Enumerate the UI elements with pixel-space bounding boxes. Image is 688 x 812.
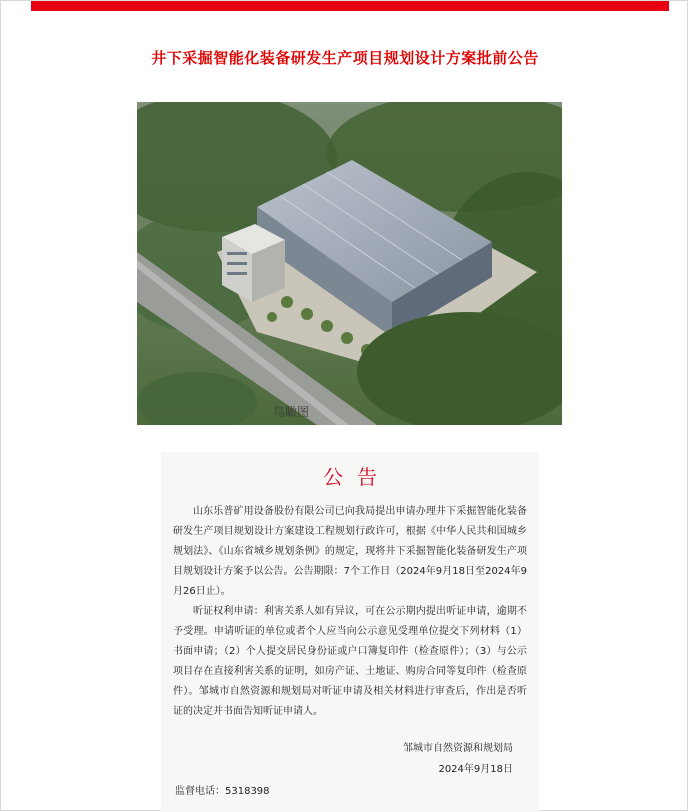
top-red-bar <box>31 1 669 11</box>
notice-paragraph-2: 听证权利申请：利害关系人如有异议，可在公示期内提出听证申请，逾期不予受理。申请听证的单位或者个人应当向公示意见受理单位提交下列材料（1）书面申请；（2）个人提交居民身份证或户口簿复印件（检查原件）；（3）与公示项目存在直接利害关系的证明，如房产证、土地证、购房合同等复印件（检查原件）。邹城市自然资源和规划局对听证申请及相关材料进行审查后，作出是否听证的决定并书面告知听证申请人。 <box>173 606 527 717</box>
notice-heading: 公告 <box>323 465 391 489</box>
notice-body <box>173 502 527 722</box>
notice-date: 2024年9月18日 <box>438 764 513 775</box>
rendering-caption: 鸟瞰图 <box>273 405 310 419</box>
notice-issuer: 邹城市自然资源和规划局 <box>403 743 513 754</box>
aerial-rendering-image <box>137 102 562 425</box>
supervision-hotline: 监督电话：5318398 <box>175 786 270 797</box>
notice-panel <box>161 452 539 812</box>
page-title: 井下采掘智能化装备研发生产项目规划设计方案批前公告 <box>151 49 539 67</box>
notice-paragraph-1: 山东乐普矿用设备股份有限公司已向我局提出申请办理井下采掘智能化装备研发生产项目规划设计方案建设工程规划行政许可，根据《中华人民共和国城乡规划法》、《山东省城乡规划条例》的规定，现将井下采掘智能化装备研发生产项目规划设计方案予以公告。公告期限：7个工作日（2024年9月18日至2024年9月26日止）。 <box>173 506 527 597</box>
